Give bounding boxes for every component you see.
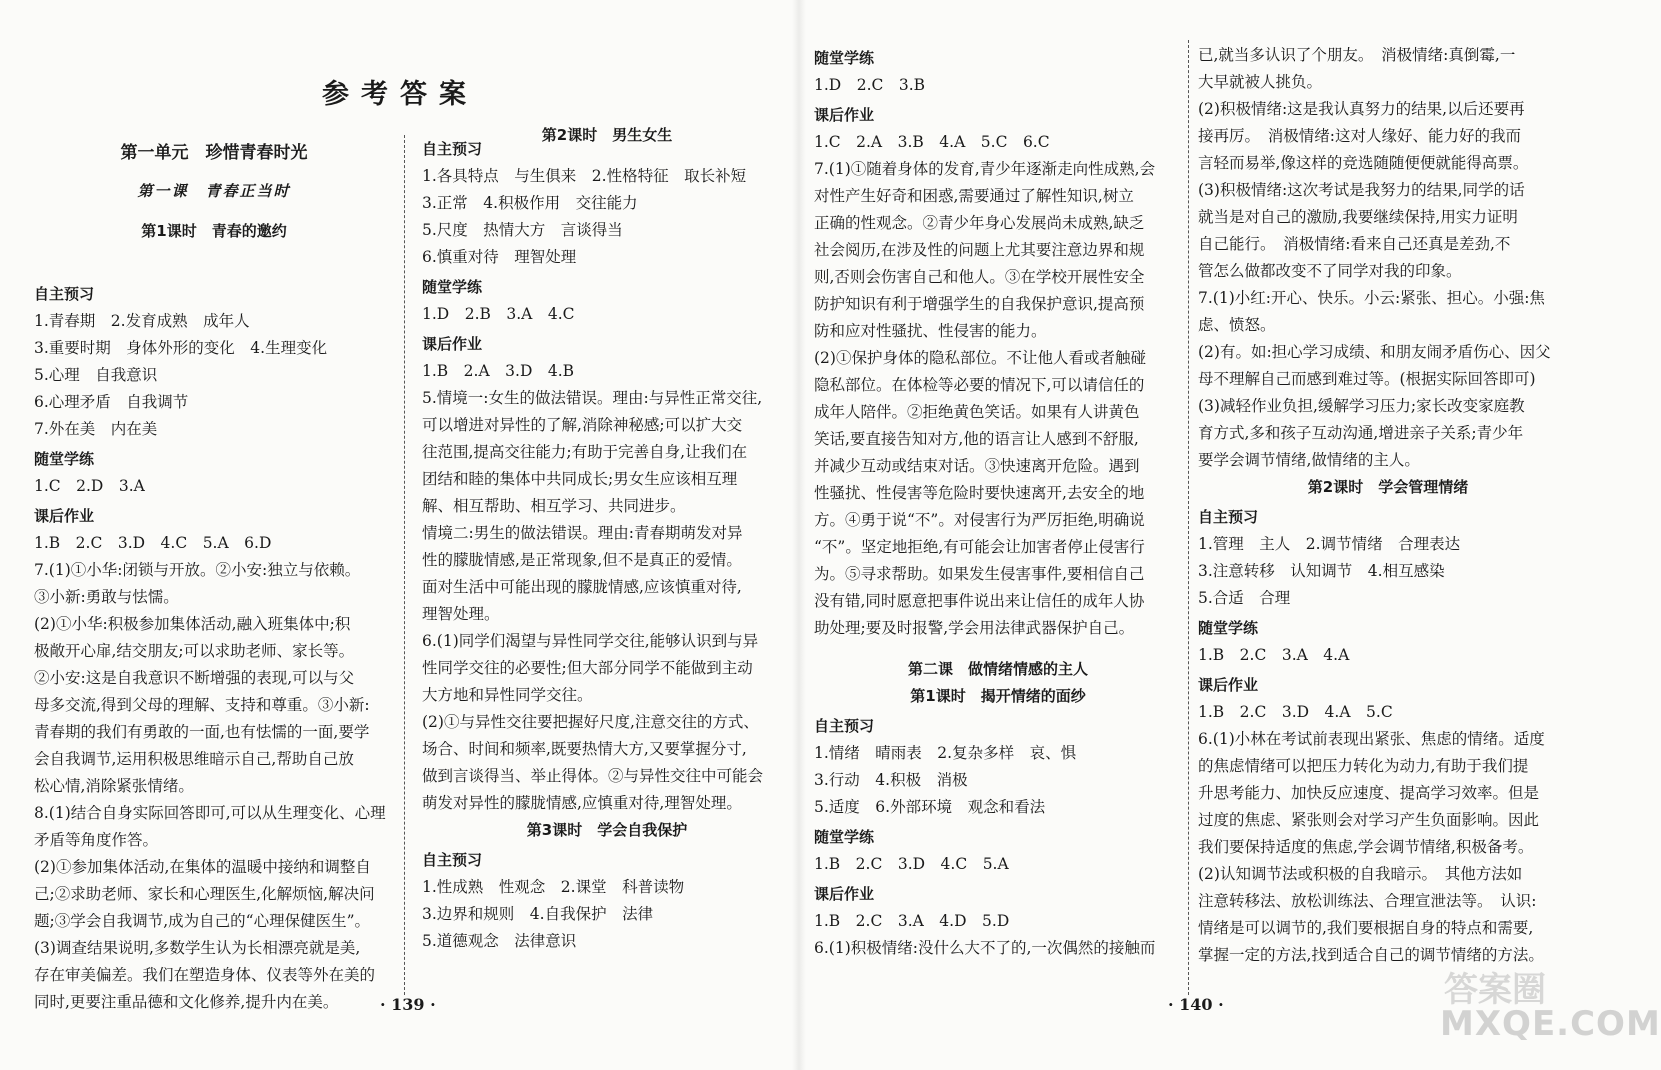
answer-line: 情绪是可以调节的,我们要根据自身的特点和需要, <box>1198 919 1534 937</box>
section-heading: 随堂学练 <box>814 49 875 67</box>
section-heading: 自主预习 <box>814 717 875 735</box>
answer-line: 场合、时间和频率,既要热情大方,又要掌握分寸, <box>422 740 747 758</box>
answer-line: 管怎么做都改变不了同学对我的印象。 <box>1198 262 1462 280</box>
section-heading: 课后作业 <box>1198 676 1259 694</box>
answer-line: 6.慎重对待 理智处理 <box>422 248 577 266</box>
answer-line: (2)①参加集体活动,在集体的温暖中接纳和调整自 <box>34 858 371 876</box>
answer-line: 母不理解自己而感到难过等。(根据实际回答即可) <box>1198 370 1536 388</box>
answer-line: (2)有。如:担心学习成绩、和朋友闹矛盾伤心、因父 <box>1198 343 1551 361</box>
answer-line: 8.(1)结合自身实际回答即可,可以从生理变化、心理 <box>34 804 386 822</box>
answer-line: 7.(1)小红:开心、快乐。小云:紧张、担心。小强:焦 <box>1198 289 1545 307</box>
answer-line: 1.各具特点 与生俱来 2.性格特征 取长补短 <box>422 167 747 185</box>
answer-line: 1.C 2.A 3.B 4.A 5.C 6.C <box>814 133 1050 151</box>
answer-line: 母多交流,得到父母的理解、支持和尊重。③小新: <box>34 696 370 714</box>
answer-line: 并减少互动或结束对话。③快速离开危险。遇到 <box>814 457 1140 475</box>
lesson-heading: 第3课时 学会自我保护 <box>526 821 688 839</box>
answer-line: 6.(1)同学们渴望与异性同学交往,能够认识到与异 <box>422 632 759 650</box>
answer-line: 往范围,提高交往能力;有助于完善自身,让我们在 <box>422 443 748 461</box>
page-number-left: · 139 · <box>380 995 436 1014</box>
section-heading: 课后作业 <box>814 885 875 903</box>
answer-line: 1.青春期 2.发育成熟 成年人 <box>34 312 250 330</box>
answer-line: 团结和睦的集体中共同成长;男女生应该相互理 <box>422 470 738 488</box>
answer-line: 性同学交往的必要性;但大部分同学不能做到主动 <box>422 659 753 677</box>
answer-line: 就当是对自己的激励,我要继续保持,用实力证明 <box>1198 208 1518 226</box>
section-heading: 课后作业 <box>422 335 483 353</box>
unit-title: 第一单元 珍惜青春时光 <box>120 143 308 163</box>
answer-line: 的焦虑情绪可以把压力转化为动力,有助于我们提 <box>1198 757 1529 775</box>
answer-line: 1.B 2.A 3.D 4.B <box>422 362 575 380</box>
answer-line: 性的朦胧情感,是正常现象,但不是真正的爱情。 <box>422 551 742 569</box>
answer-line: 5.道德观念 法律意识 <box>422 932 577 950</box>
answer-line: 5.适度 6.外部环境 观念和看法 <box>814 798 1046 816</box>
answer-line: 升思考能力、加快反应速度、提高学习效率。但是 <box>1198 784 1540 802</box>
answer-line: 成年人陪伴。②拒绝黄色笑话。如果有人讲黄色 <box>814 403 1140 421</box>
section-heading: 自主预习 <box>1198 508 1259 526</box>
answer-line: 7.(1)①随着身体的发育,青少年逐渐走向性成熟,会 <box>814 160 1156 178</box>
section-heading: 随堂学练 <box>34 450 95 468</box>
answer-line: ③小新:勇敢与怯懦。 <box>34 588 179 606</box>
answer-line: 没有错,同时愿意把事件说出来让信任的成年人协 <box>814 592 1145 610</box>
answer-line: 育方式,多和孩子互动沟通,增进亲子关系;青少年 <box>1198 424 1524 442</box>
answer-line: 萌发对异性的朦胧情感,应慎重对待,理智处理。 <box>422 794 742 812</box>
answer-line: 极敞开心扉,结交朋友;可以求助老师、家长等。 <box>34 642 355 660</box>
answer-line: 性骚扰、性侵害等危险时要快速离开,去安全的地 <box>814 484 1145 502</box>
answer-line: 言轻而易举,像这样的竞选随随便便就能得高票。 <box>1198 154 1529 172</box>
lesson-heading: 第1课时 揭开情绪的面纱 <box>910 687 1086 705</box>
answer-line: 虑、愤怒。 <box>1198 316 1276 334</box>
answer-line: 题;③学会自我调节,成为自己的“心理保健医生”。 <box>34 912 370 930</box>
section-title: 第2课时 男生女生 <box>541 126 673 144</box>
answer-line: 3.边界和规则 4.自我保护 法律 <box>422 905 654 923</box>
answer-line: 对性产生好奇和困惑,需要通过了解性知识,树立 <box>814 187 1134 205</box>
watermark-logo: 答案圈 <box>1444 970 1546 1010</box>
lesson-title: 第一课 青春正当时 <box>137 182 291 200</box>
page-title: 参考答案 <box>322 79 478 110</box>
section-title: 第1课时 青春的邀约 <box>141 222 287 240</box>
answer-line: 3.行动 4.积极 消极 <box>814 771 968 789</box>
answer-line: 1.B 2.C 3.D 4.C 5.A 6.D <box>34 534 272 552</box>
answer-line: 5.合适 合理 <box>1198 589 1291 607</box>
answer-line: 松心情,消除紧张情绪。 <box>34 777 194 795</box>
answer-line: 1.性成熟 性观念 2.课堂 科普读物 <box>422 878 685 896</box>
answer-line: (2)积极情绪:这是我认真努力的结果,以后还要再 <box>1198 100 1525 118</box>
section-heading: 随堂学练 <box>1198 619 1259 637</box>
lesson-heading: 第2课时 学会管理情绪 <box>1307 478 1469 496</box>
watermark-text: MXQE.COM <box>1440 1004 1661 1044</box>
answer-line: 1.C 2.D 3.A <box>34 477 145 495</box>
answer-column-4 <box>1198 42 1578 969</box>
section-heading: 课后作业 <box>34 507 95 525</box>
answer-line: 3.正常 4.积极作用 交往能力 <box>422 194 638 212</box>
page-number-right: · 140 · <box>1168 995 1224 1014</box>
answer-line: 1.B 2.C 3.D 4.C 5.A <box>814 855 1009 873</box>
answer-line: 情境二:男生的做法错误。理由:青春期萌发对异 <box>422 524 743 542</box>
section-heading: 自主预习 <box>34 285 95 303</box>
answer-line: 过度的焦虑、紧张则会对学习产生负面影响。因此 <box>1198 811 1540 829</box>
column-divider <box>1188 40 1189 995</box>
answer-line: ②小安:这是自我意识不断增强的表现,可以与父 <box>34 669 355 687</box>
answer-line: 防和应对性骚扰、性侵害的能力。 <box>814 322 1047 340</box>
section-heading: 课后作业 <box>814 106 875 124</box>
section-heading: 自主预习 <box>422 851 483 869</box>
answer-line: 1.B 2.C 3.D 4.A 5.C <box>1198 703 1393 721</box>
answer-line: (2)①保护身体的隐私部位。不让他人看或者触碰 <box>814 349 1146 367</box>
section-heading: 随堂学练 <box>814 828 875 846</box>
answer-line: 存在审美偏差。我们在塑造身体、仪表等外在美的 <box>34 966 376 984</box>
answer-line: 注意转移法、放松训练法、合理宣泄法等。 认识: <box>1198 892 1537 910</box>
answer-line: 同时,更要注重品德和文化修养,提升内在美。 <box>34 993 339 1011</box>
answer-line: 大早就被人挑负。 <box>1198 73 1323 91</box>
answer-line: 会自我调节,运用积极思维暗示自己,帮助自己放 <box>34 750 354 768</box>
answer-line: 正确的性观念。②青少年身心发展尚未成熟,缺乏 <box>814 214 1145 232</box>
answer-line: 7.外在美 内在美 <box>34 420 158 438</box>
answer-line: 为。⑤寻求帮助。如果发生侵害事件,要相信自己 <box>814 565 1145 583</box>
answer-line: (3)调查结果说明,多数学生认为长相漂亮就是美, <box>34 939 361 957</box>
answer-line: 7.(1)①小华:闭锁与开放。②小安:独立与依赖。 <box>34 561 361 579</box>
answer-line: 笑话,要直接告知对方,他的语言让人感到不舒服, <box>814 430 1139 448</box>
answer-line: 1.管理 主人 2.调节情绪 合理表达 <box>1198 535 1461 553</box>
answer-line: 5.心理 自我意识 <box>34 366 158 384</box>
answer-line: 则,否则会伤害自己和他人。③在学校开展性安全 <box>814 268 1145 286</box>
answer-line: 解、相互帮助、相互学习、共同进步。 <box>422 497 686 515</box>
answer-line: 3.注意转移 认知调节 4.相互感染 <box>1198 562 1445 580</box>
answer-line: 掌握一定的方法,找到适合自己的调节情绪的方法。 <box>1198 946 1544 964</box>
answer-line: 面对生活中可能出现的朦胧情感,应该慎重对待, <box>422 578 742 596</box>
column-divider <box>404 135 405 995</box>
answer-line: (2)①小华:积极参加集体活动,融入班集体中;积 <box>34 615 351 633</box>
answer-line: 防护知识有利于增强学生的自我保护意识,提高预 <box>814 295 1145 313</box>
lesson-heading: 第二课 做情绪情感的主人 <box>907 660 1088 678</box>
section-heading: 自主预习 <box>422 140 483 158</box>
answer-column-1 <box>34 278 394 1016</box>
answer-line: 1.D 2.B 3.A 4.C <box>422 305 575 323</box>
section-heading: 随堂学练 <box>422 278 483 296</box>
answer-line: (3)积极情绪:这次考试是我努力的结果,同学的话 <box>1198 181 1525 199</box>
book-spine-shadow <box>792 0 806 1070</box>
answer-line: 接再厉。 消极情绪:这对人缘好、能力好的我而 <box>1198 127 1521 145</box>
answer-line: 1.D 2.C 3.B <box>814 76 926 94</box>
answer-line: 可以增进对异性的了解,消除神秘感;可以扩大交 <box>422 416 743 434</box>
answer-line: 6.(1)小林在考试前表现出紧张、焦虑的情绪。适度 <box>1198 730 1545 748</box>
answer-line: 青春期的我们有勇敢的一面,也有怯懦的一面,要学 <box>34 723 370 741</box>
answer-line: 6.(1)积极情绪:没什么大不了的,一次偶然的接触而 <box>814 939 1156 957</box>
answer-line: 1.B 2.C 3.A 4.A <box>1198 646 1350 664</box>
answer-line: (3)减轻作业负担,缓解学习压力;家长改变家庭教 <box>1198 397 1525 415</box>
spacer <box>814 642 1182 656</box>
answer-line: 隐私部位。在体检等必要的情况下,可以请信任的 <box>814 376 1145 394</box>
answer-line: 助处理;要及时报警,学会用法律武器保护自己。 <box>814 619 1135 637</box>
answer-line: 1.情绪 晴雨表 2.复杂多样 哀、惧 <box>814 744 1077 762</box>
answer-line: 我们要保持适度的焦虑,学会调节情绪,积极备考。 <box>1198 838 1534 856</box>
answer-line: “不”。坚定地拒绝,有可能会让加害者停止侵害行 <box>814 538 1145 556</box>
answer-line: 5.尺度 热情大方 言谈得当 <box>422 221 623 239</box>
answer-line: 5.情境一:女生的做法错误。理由:与异性正常交往, <box>422 389 763 407</box>
answer-line: 要学会调节情绪,做情绪的主人。 <box>1198 451 1420 469</box>
answer-line: 3.重要时期 身体外形的变化 4.生理变化 <box>34 339 328 357</box>
answer-line: 大方地和异性同学交往。 <box>422 686 593 704</box>
answer-column-3 <box>814 42 1182 962</box>
answer-line: 做到言谈得当、举止得体。②与异性交往中可能会 <box>422 767 764 785</box>
answer-line: 矛盾等角度作答。 <box>34 831 159 849</box>
answer-line: 6.心理矛盾 自我调节 <box>34 393 189 411</box>
answer-line: 自己能行。 消极情绪:看来自己还真是差劲,不 <box>1198 235 1511 253</box>
answer-line: 己;②求助老师、家长和心理医生,化解烦恼,解决问 <box>34 885 375 903</box>
answer-line: 社会阅历,在涉及性的问题上尤其要注意边界和规 <box>814 241 1145 259</box>
answer-line: (2)①与异性交往要把握好尺度,注意交往的方式、 <box>422 713 759 731</box>
answer-column-2 <box>422 133 792 955</box>
answer-line: 已,就当多认识了个朋友。 消极情绪:真倒霉,一 <box>1198 46 1516 64</box>
answer-line: 1.B 2.C 3.A 4.D 5.D <box>814 912 1010 930</box>
answer-line: 方。④勇于说“不”。对侵害行为严厉拒绝,明确说 <box>814 511 1145 529</box>
answer-line: (2)认知调节法或积极的自我暗示。 其他方法如 <box>1198 865 1523 883</box>
answer-line: 理智处理。 <box>422 605 500 623</box>
